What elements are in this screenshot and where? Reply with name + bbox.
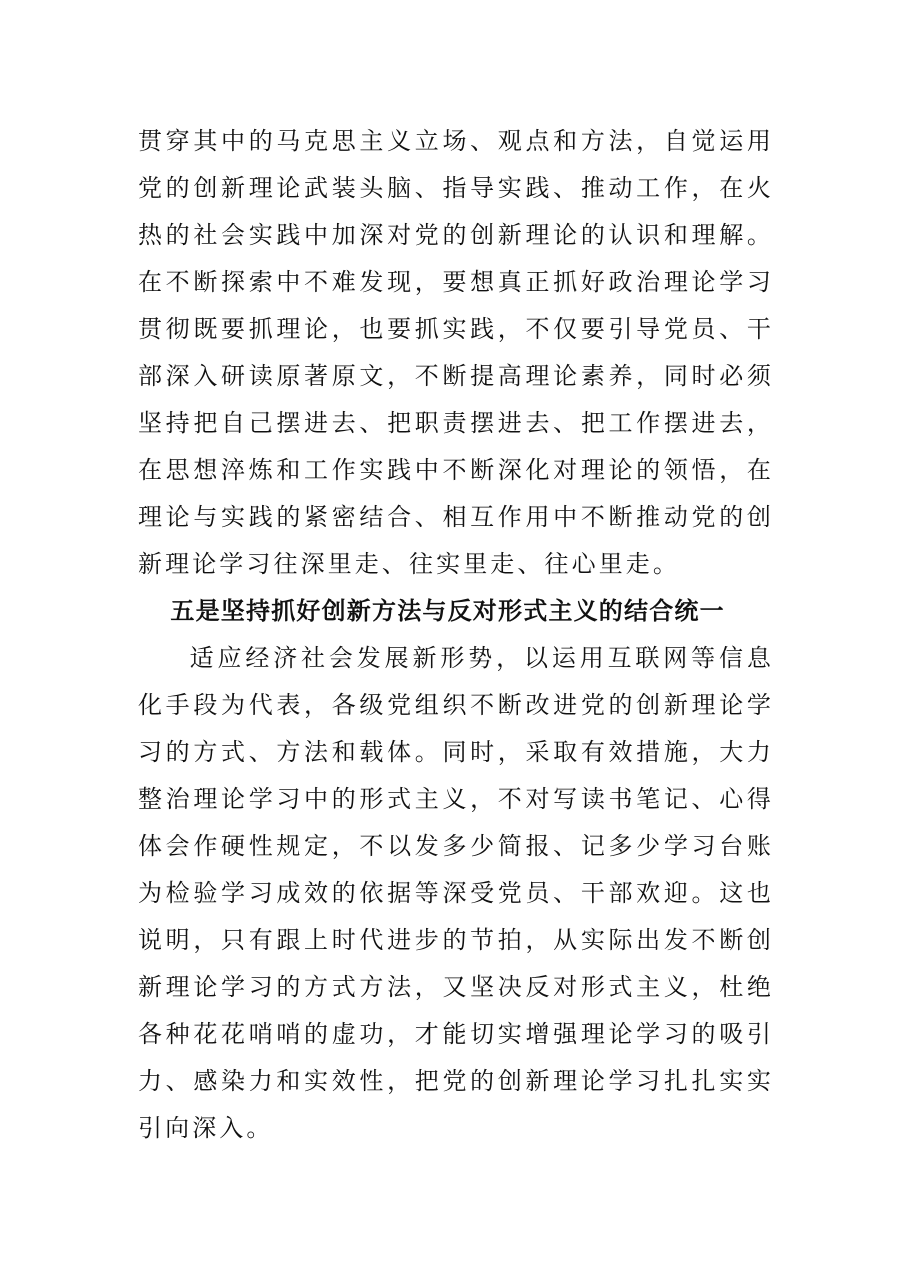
document-body	[138, 118, 774, 1152]
body-paragraph: 贯穿其中的马克思主义立场、观点和方法，自觉运用党的创新理论武装头脑、指导实践、推动工作，在火热的社会实践中加深对党的创新理论的认识和理解。在不断探索中不难发现，要想真正抓好政治理论学习贯彻既要抓理论，也要抓实践，不仅要引导党员、干部深入研读原著原文，不断提高理论素养，同时必须坚持把自己摆进去、把职责摆进去、把工作摆进去，在思想淬炼和工作实践中不断深化对理论的领悟，在理论与实践的紧密结合、相互作用中不断推动党的创新理论学习往深里走、往实里走、往心里走。	[138, 127, 774, 578]
body-paragraph: 适应经济社会发展新形势，以运用互联网等信息化手段为代表，各级党组织不断改进党的创新理论学习的方式、方法和载体。同时，采取有效措施，大力整治理论学习中的形式主义，不对写读书笔记、心得体会作硬性规定，不以发多少简报、记多少学习台账为检验学习成效的依据等深受党员、干部欢迎。这也说明，只有跟上时代进步的节拍，从实际出发不断创新理论学习的方式方法，又坚决反对形式主义，杜绝各种花花哨哨的虚功，才能切实增强理论学习的吸引力、感染力和实效性，把党的创新理论学习扎扎实实引向深入。	[138, 644, 774, 1142]
section-heading: 五是坚持抓好创新方法与反对形式主义的结合统一	[170, 597, 725, 625]
